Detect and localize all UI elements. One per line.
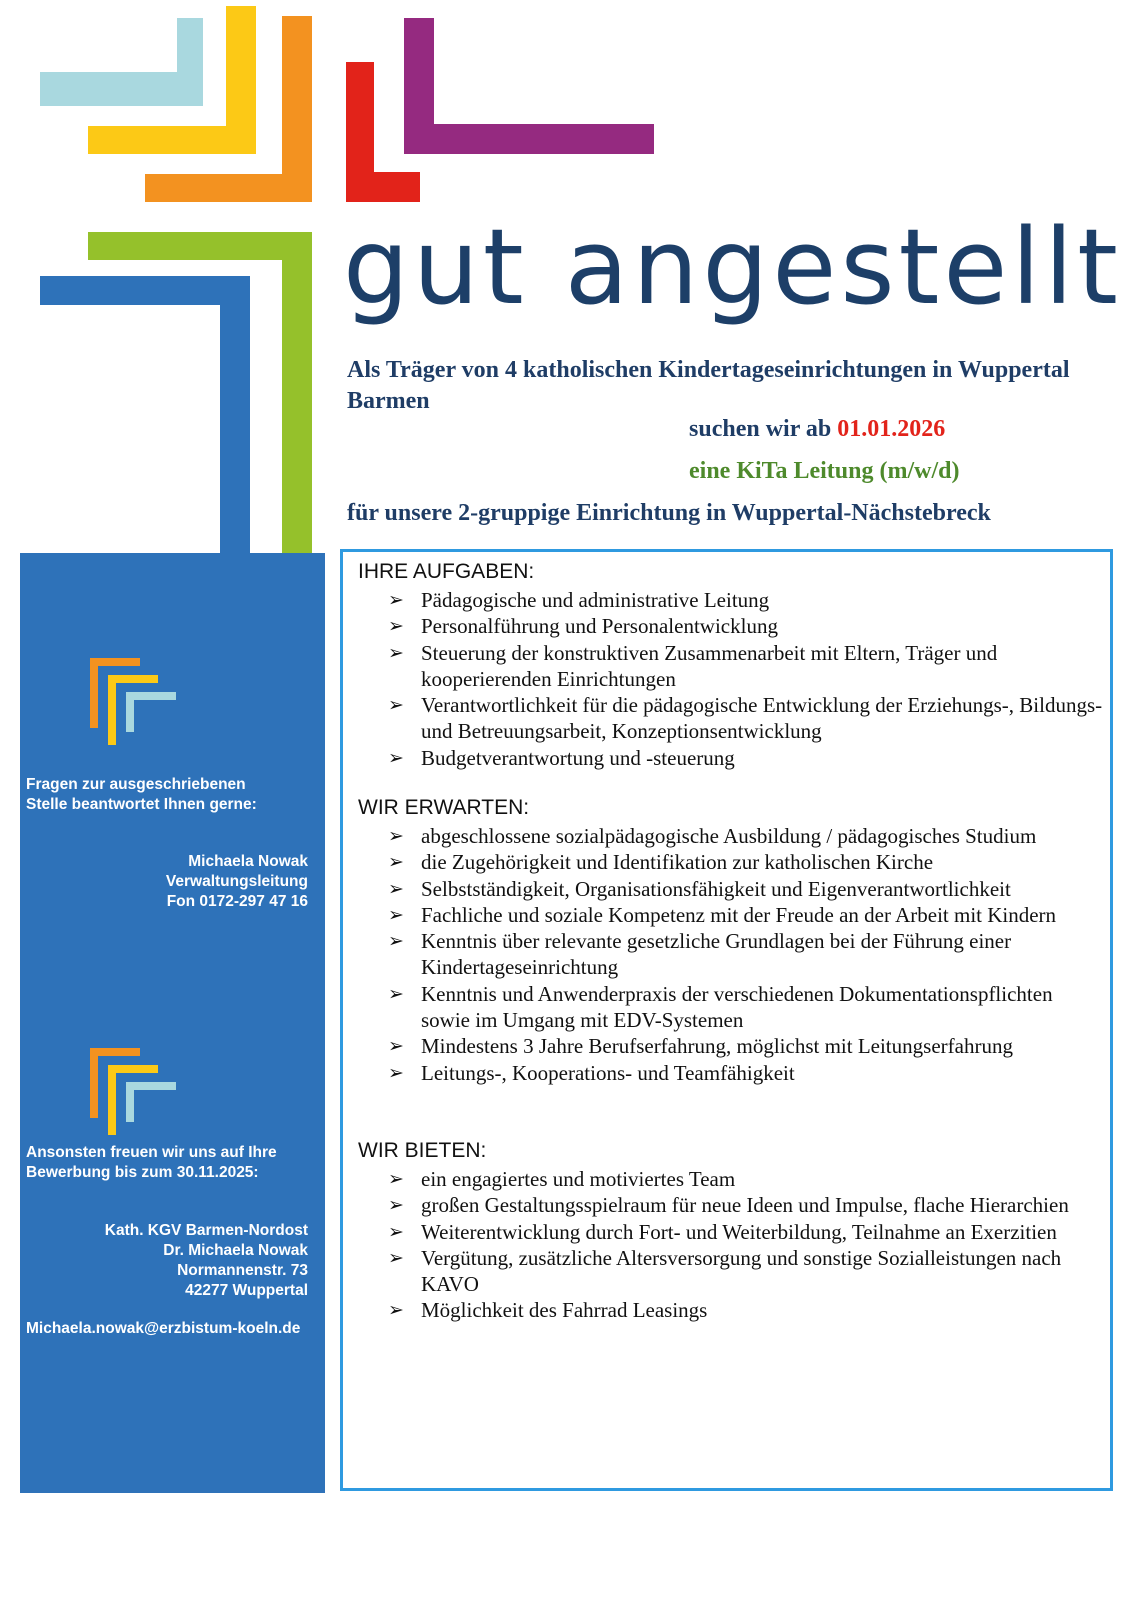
list-item (388, 1219, 1103, 1245)
headline: gut angestellt (343, 206, 1122, 328)
start-date-prefix: suchen wir ab (689, 416, 838, 442)
arrow-bullet-icon: ➢ (388, 851, 404, 874)
list-item (388, 587, 1103, 613)
facility-text: für unsere 2-gruppige Einrichtung in Wuppertal-Nächstebreck (347, 500, 991, 526)
arrow-bullet-icon: ➢ (388, 877, 404, 900)
contact-sidebar (20, 553, 325, 1493)
logo-light-blue-bracket (40, 18, 203, 106)
list-item-text: Vergütung, zusätzliche Altersversorgung und sonstige Sozialleistungen nach KAVO (421, 1245, 1062, 1297)
list-item (388, 849, 1103, 875)
arrow-bullet-icon: ➢ (388, 589, 404, 611)
list-item-text: großen Gestaltungsspielraum für neue Ideen und Impulse, flache Hierarchien (421, 1193, 1069, 1218)
list-item-text: abgeschlossene sozialpädagogische Ausbildung / pädagogisches Studium (421, 824, 1037, 848)
list-item-text: Pädagogische und administrative Leitung (421, 588, 770, 612)
list-item-text: Fachliche und soziale Kompetenz mit der Freude an der Arbeit mit Kindern (421, 902, 1057, 927)
list-item-text: Verantwortlichkeit für die pädagogische Entwicklung der Erziehungs-, Bildungs- und Betreuungsarbeit, Konzeptionsentwicklung (421, 693, 1103, 744)
arrow-bullet-icon: ➢ (388, 746, 404, 769)
arrow-bullet-icon: ➢ (388, 1035, 404, 1058)
list-item (388, 1033, 1103, 1059)
arrow-bullet-icon: ➢ (388, 641, 404, 664)
intro-text: Als Träger von 4 katholischen Kindertageseinrichtungen in Wuppertal Barmen (347, 357, 1070, 414)
questions-text: Fragen zur ausgeschriebenen Stelle beantwortet Ihnen gerne: (26, 776, 257, 813)
list-item (388, 902, 1103, 928)
list-item (388, 1192, 1103, 1218)
list-item (388, 876, 1103, 902)
expect-list (388, 823, 1103, 1086)
logo-purple-bracket (404, 18, 654, 154)
arrow-bullet-icon: ➢ (388, 982, 404, 1005)
list-item (388, 823, 1103, 849)
start-date: 01.01.2026 (837, 416, 946, 442)
list-item-text: Möglichkeit des Fahrrad Leasings (421, 1298, 708, 1323)
tasks-list (388, 587, 1103, 771)
arrow-bullet-icon: ➢ (388, 1246, 404, 1269)
position-title: eine KiTa Leitung (m/w/d) (689, 458, 960, 484)
application-text: Ansonsten freuen wir uns auf Ihre Bewerbung bis zum 30.11.2025: (26, 1144, 277, 1181)
tasks-title: IHRE AUFGABEN: (358, 560, 535, 583)
start-date-line (689, 416, 945, 443)
list-item (388, 928, 1103, 981)
list-item (388, 613, 1103, 639)
list-item-text: Leitungs-, Kooperations- und Teamfähigkeit (421, 1060, 795, 1085)
list-item-text: Budgetverantwortung und -steuerung (421, 745, 735, 770)
offer-title: WIR BIETEN: (358, 1139, 487, 1162)
mini-logo-icon (90, 1048, 180, 1138)
list-item-text: Kenntnis und Anwenderpraxis der verschiedenen Dokumentationspflichten sowie im Umgang mit EDV-Systemen (421, 981, 1053, 1033)
list-item-text: die Zugehörigkeit und Identifikation zur katholischen Kirche (421, 850, 934, 875)
list-item (388, 1297, 1103, 1323)
arrow-bullet-icon: ➢ (388, 930, 404, 953)
address: Kath. KGV Barmen-Nordost Dr. Michaela Nowak Normannenstr. 73 42277 Wuppertal (104, 1222, 308, 1299)
list-item-text: Steuerung der konstruktiven Zusammenarbeit mit Eltern, Träger und kooperierenden Einrichtungen (421, 640, 998, 691)
arrow-bullet-icon: ➢ (388, 1168, 404, 1190)
arrow-bullet-icon: ➢ (388, 1194, 404, 1217)
arrow-bullet-icon: ➢ (388, 903, 404, 926)
list-item-text: Selbstständigkeit, Organisationsfähigkeit und Eigenverantwortlichkeit (421, 876, 1011, 901)
list-item (388, 1166, 1103, 1192)
arrow-bullet-icon: ➢ (388, 825, 404, 847)
list-item-text: Mindestens 3 Jahre Berufserfahrung, möglichst mit Leitungserfahrung (421, 1034, 1013, 1059)
mini-logo-icon (90, 658, 180, 748)
offer-list (388, 1166, 1103, 1324)
list-item-text: Weiterentwicklung durch Fort- und Weiterbildung, Teilnahme an Exerzitien (421, 1219, 1057, 1244)
arrow-bullet-icon: ➢ (388, 694, 404, 717)
email-link[interactable]: Michaela.nowak@erzbistum-koeln.de (26, 1320, 301, 1337)
list-item (388, 1245, 1103, 1298)
list-item-text: Personalführung und Personalentwicklung (421, 614, 778, 639)
list-item (388, 640, 1103, 693)
list-item-text: Kenntnis über relevante gesetzliche Grundlagen bei der Führung einer Kindertageseinrichtung (421, 929, 1012, 980)
contact-person: Michaela Nowak Verwaltungsleitung Fon 0172-297 47 16 (165, 853, 308, 910)
arrow-bullet-icon: ➢ (388, 1299, 404, 1322)
list-item (388, 981, 1103, 1034)
arrow-bullet-icon: ➢ (388, 1220, 404, 1243)
list-item (388, 692, 1103, 745)
job-details-box (340, 549, 1113, 1491)
logo-blue-bracket (40, 276, 250, 553)
arrow-bullet-icon: ➢ (388, 1061, 404, 1084)
list-item (388, 745, 1103, 771)
list-item (388, 1060, 1103, 1086)
list-item-text: ein engagiertes und motiviertes Team (421, 1167, 736, 1191)
expect-title: WIR ERWARTEN: (358, 796, 530, 819)
arrow-bullet-icon: ➢ (388, 615, 404, 638)
